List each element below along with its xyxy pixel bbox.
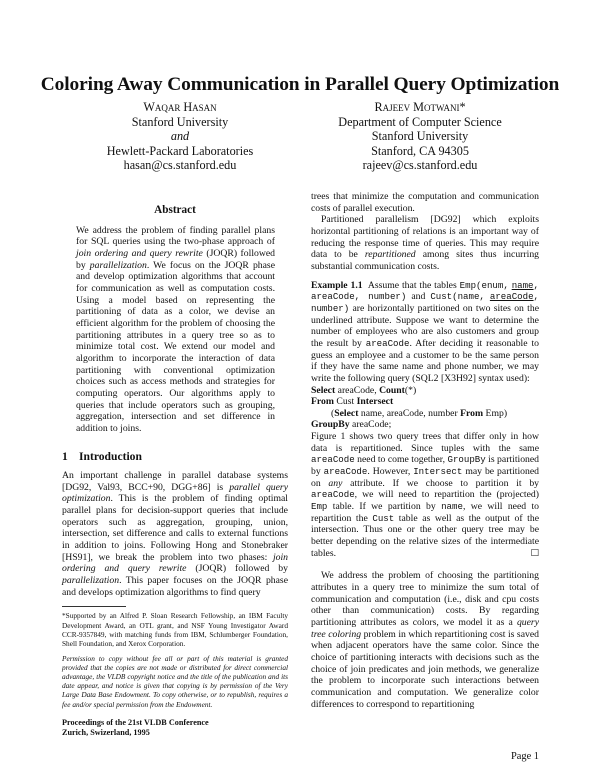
author-block-hasan [60,100,300,173]
example-paragraph: Example 1.1 Assume that the tables Emp(enum, name, areaCode, number) and Cust(name, areaCode, number) are horizontally partitioned on two sites on the underlined attribute. Suppose we want to determine the number of employees who are also customers and group the result by areaCode. After deciding it reasonable to guess an employee and a customer to be the same person if they have the same name and phone number, we may write the following query (SQL2 [X3H92] syntax used): [311,279,540,384]
intro-paragraph: An important challenge in parallel database systems [DG92, Val93, BCC+90, DGG+86] is parallel query optimization. This is the problem of finding optimal parallel plans for decision-support queries that include operators such as aggregation, grouping, union, intersection, set difference and calls to external functions in addition to joins. Following Hong and Stonebraker [HS91], we break the problem into two phases: join ordering and query rewrite (JOQR) followed by parallelization. This paper focuses on the JOQR phase and develops optimization algorithms to find query [62,470,289,598]
sql-query-line: From Cust Intersect [311,396,394,408]
author-email: hasan@cs.stanford.edu [123,158,237,173]
author-block-motwani [300,100,540,173]
abstract-body [62,225,288,435]
page-number: Page 1 [511,751,539,762]
body-paragraph: Figure 1 shows two query trees that differ only in how data is repartitioned. Since tuples with the same areaCode need to come together, GroupBy is partitioned by areaCode. However, Intersect may be partitioned on any attribute. If we choose to partition it by areaCode, we will need to repartition the (projected) Emp table. If we partition by name, we will need to repartition the Cust table as well as the output of the intersection. Thus one or the other query tree may be better depending on the relative sizes of the intermediate tables. □ [311,431,540,559]
footnote: *Supported by an Alfred P. Sloan Research Fellowship, an IBM Faculty Development Award, an OTL grant, and NSF Young Investigator Award CCR-9357849, with matching funds from IBM, Schlumberger Foundation, Shell Foundation, and Xerox Corporation. [62,611,288,649]
author-conjunction: and [170,129,190,144]
author-name: Waqar Hasan [143,100,217,114]
body-paragraph: We address the problem of choosing the partitioning attributes in a query tree to minimize the sum total of communication and computation (i.e., disk and cpu costs other than communication) costs. By regarding partitioning attributes as colors, we model it as a query tree coloring problem in which repartitioning cost is saved when adjacent operators have the same color. Since the choice of partitioning interacts with decisions such as the choice of join predicates and join methods, we generalize the problem to incorporate such interactions between communication and computation. We generalize color differences to correspond to repartitioning [311,570,539,710]
section-heading-introduction: 1 Introduction [62,450,142,464]
left-column [62,205,288,739]
sql-query-line: Select areaCode, Count(*) [311,384,417,396]
author-affiliation: Hewlett-Packard Laboratories [106,143,254,158]
abstract-heading: Abstract [154,204,196,216]
author-affiliation: Stanford University [371,129,469,144]
author-address: Stanford, CA 94305 [371,143,469,158]
sql-query-line: GroupBy areaCode; [311,419,392,431]
right-column [311,191,539,710]
example-label: Example 1.1 [311,279,363,291]
footnote-rule [62,606,126,607]
sql-query-line: (Select name, areaCode, number From Emp) [331,407,508,419]
author-affiliation: Stanford University [131,114,229,129]
body-paragraph: Partitioned parallelism [DG92] which exploits horizontal partitioning of relations is an important way of reducing the response time of queries. This may require data to be repartitioned among sites thus incurring substantial communication costs. [311,214,540,272]
permission-notice: Permission to copy without fee all or part of this material is granted provided that the copies are not made or distributed for direct commercial advantage, the VLDB copyright notice and the title of the publication and its date appear, and notice is given that copying is by permission of the Very Large Data Base Endowment. To copy otherwise, or to republish, requires a fee and/or special permission from the Endowment. [62,653,288,709]
author-email: rajeev@cs.stanford.edu [362,158,478,173]
author-name: Rajeev Motwani* [374,100,466,114]
abstract-paragraph: We address the problem of finding parallel plans for SQL queries using the two-phase approach of join ordering and query rewrite (JOQR) followed by parallelization. We focus on the JOQR phase and develop optimization algorithms that account for communication as well as computation costs. Using a model based on representing the partitioning of data as a color, we devise an efficient algorithm for the problem of choosing the partitioning attributes in a query tree so as to minimize total cost. We extend our model and algorithm to incorporate the interaction of data partitioning with conventional optimization choices such as access methods and strategies for computing operators. Our algorithms apply to queries that include operators such as grouping, aggregation, intersection and set difference in addition to joins. [76,224,275,434]
paragraph-gap [311,559,539,570]
author-affiliation: Department of Computer Science [338,114,502,129]
paper-title: Coloring Away Communication in Parallel Query Optimization [40,74,560,95]
proceedings-info: Proceedings of the 21st VLDB Conference Zurich, Swizerland, 1995 [62,717,209,738]
body-paragraph: trees that minimize the computation and communication costs of parallel execution. [311,191,539,214]
qed-symbol: □ [530,547,539,558]
